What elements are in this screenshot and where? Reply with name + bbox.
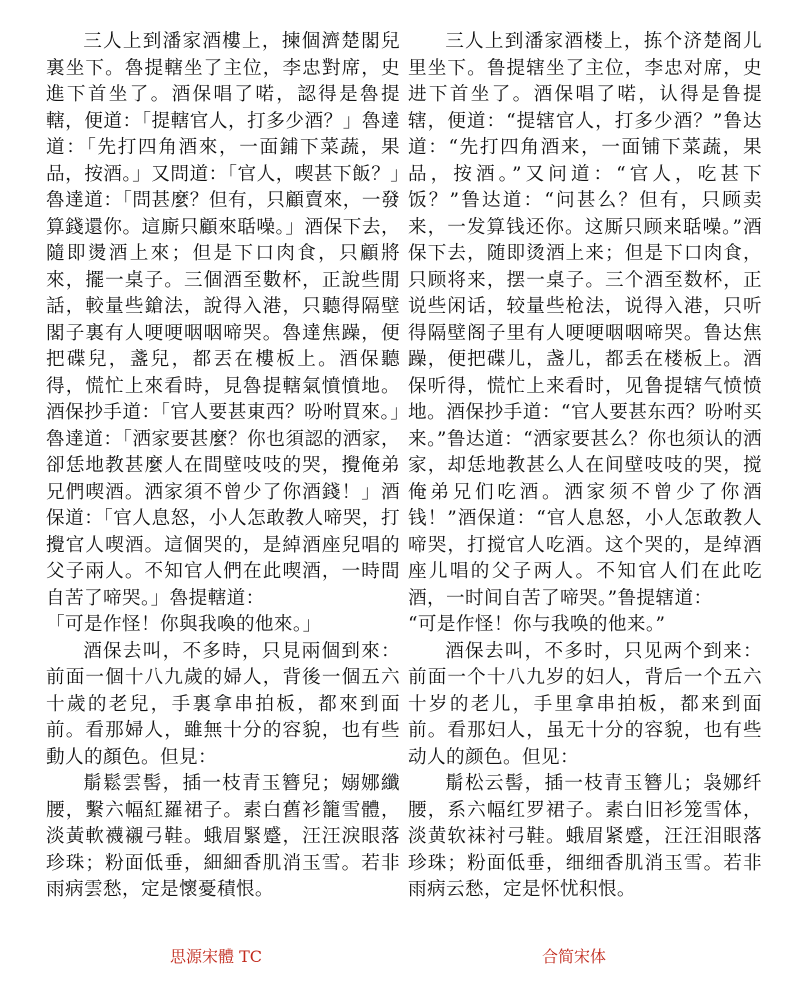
paragraph-1: 三人上到潘家酒樓上，揀個濟楚閣兒裏坐下。魯提轄坐了主位，李忠對席，史進下首坐了。酒保唱了喏，認得是魯提轄，便道：「提轄官人，打多少酒？」魯達道：「先打四角酒來，一面鋪下菜蔬，果品，按酒。」又問道：「官人，喫甚下飯？」魯達道：「問甚麼？但有，只顧賣來，一發算錢還你。這廝只顧來聒噪。」酒保下去，隨即燙酒上來；但是下口肉食，只顧將來，擺一桌子。三個酒至數杯，正說些閒話，較量些鎗法，說得入港，只聽得隔壁閣子裏有人哽哽咽咽啼哭。魯達焦躁，便把碟兒，盞兒，都丟在樓板上。酒保聽得，慌忙上來看時，見魯提轄氣憤憤地。酒保抄手道：「官人要甚東西？吩咐買來。」魯達道：「洒家要甚麼？你也須認的洒家，卻恁地教甚麼人在間壁吱吱的哭，攪俺弟兄們喫酒。洒家須不曾少了你酒錢！」酒保道：「官人息怒，小人怎敢教人啼哭，打攪官人喫酒。這個哭的，是綽酒座兒唱的父子兩人。不知官人們在此喫酒，一時間自苦了啼哭。」魯提轄道：: [46, 31, 400, 609]
paragraph-2: “可是作怪！你与我唤的他来。”: [408, 614, 666, 635]
traditional-text-column: [46, 29, 400, 904]
simplified-text-column: [408, 29, 762, 904]
paragraph-3: 酒保去叫，不多时，只见两个到来：前面一个十八九岁的妇人，背后一个五六十岁的老儿，手里拿串拍板，都来到面前。看那妇人，虽无十分的容貌，也有些动人的颜色。但见：: [408, 640, 762, 768]
paragraph-2: 「可是作怪！你與我喚的他來。」: [46, 614, 322, 635]
paragraph-4: 鬅鬆雲髻，插一枝青玉簪兒；嫋娜纖腰，繫六幅紅羅裙子。素白舊衫籠雪體，淡黃軟襪襯弓鞋。蛾眉緊蹙，汪汪淚眼落珍珠；粉面低垂，細細香肌消玉雪。若非雨病雲愁，定是懷憂積恨。: [46, 773, 400, 900]
paragraph-1: 三人上到潘家酒楼上，拣个济楚阁儿里坐下。鲁提辖坐了主位，李忠对席，史进下首坐了。酒保唱了喏，认得是鲁提辖，便道：“提辖官人，打多少酒？”鲁达道：“先打四角酒来，一面铺下菜蔬，果品，按酒。”又问道：“官人，吃甚下饭？”鲁达道：“问甚么？但有，只顾卖来，一发算钱还你。这厮只顾来聒噪。”酒保下去，随即烫酒上来；但是下口肉食，只顾将来，摆一桌子。三个酒至数杯，正说些闲话，较量些枪法，说得入港，只听得隔壁阁子里有人哽哽咽咽啼哭。鲁达焦躁，便把碟儿，盏儿，都丢在楼板上。酒保听得，慌忙上来看时，见鲁提辖气愤愤地。酒保抄手道：“官人要甚东西？吩咐买来。”鲁达道：“洒家要甚么？你也须认的洒家，却恁地教甚么人在间壁吱吱的哭，搅俺弟兄们吃酒。洒家须不曾少了你酒钱！”酒保道：“官人息怒，小人怎敢教人啼哭，打搅官人吃酒。这个哭的，是绰酒座儿唱的父子两人。不知官人们在此吃酒，一时间自苦了啼哭。”鲁提辖道：: [408, 31, 762, 609]
font-caption-simplified: 合简宋体: [542, 947, 607, 966]
paragraph-4: 鬅松云髻，插一枝青玉簪儿；袅娜纤腰，系六幅红罗裙子。素白旧衫笼雪体，淡黄软袜衬弓鞋。蛾眉紧蹙，汪汪泪眼落珍珠；粉面低垂，细细香肌消玉雪。若非雨病云愁，定是怀忧积恨。: [408, 773, 762, 900]
font-caption-traditional: 思源宋體 TC: [170, 947, 263, 966]
paragraph-3: 酒保去叫，不多時，只見兩個到來：前面一個十八九歲的婦人，背後一個五六十歲的老兒，手裏拿串拍板，都來到面前。看那婦人，雖無十分的容貌，也有些動人的顏色。但見：: [46, 640, 400, 768]
